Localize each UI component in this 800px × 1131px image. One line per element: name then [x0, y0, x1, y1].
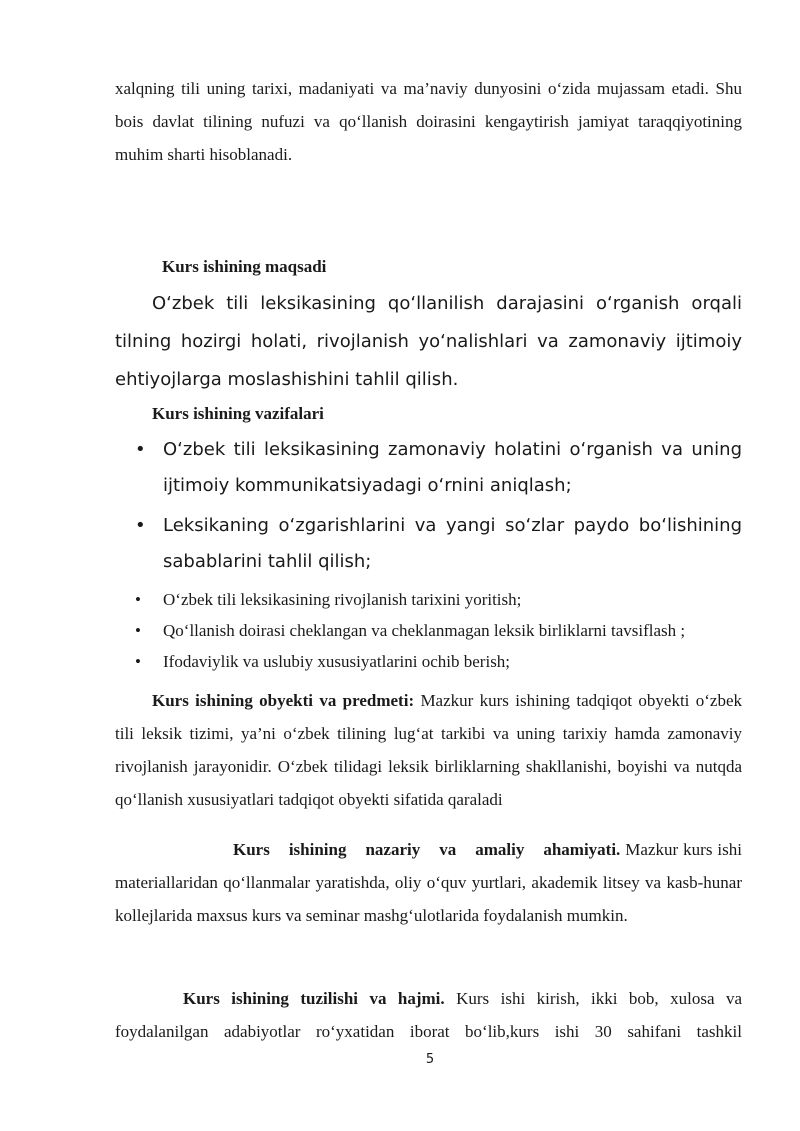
- significance-label: Kurs ishining nazariy va amaliy ahamiyati.: [233, 840, 621, 859]
- object-paragraph: [115, 684, 742, 816]
- significance-text: Mazkur kurs ishi materiallaridan qo‘llanmalar yaratishda, oliy o‘quv yurtlari, akademik litsey va kasb-hunar kollejlarida maxsus kurs va seminar mashg‘ulotlarida foydalanish mumkin.: [115, 840, 742, 925]
- tasks-list: [115, 432, 742, 677]
- tasks-heading: Kurs ishining vazifalari: [152, 404, 324, 423]
- significance-paragraph: [115, 833, 742, 932]
- structure-label: Kurs ishining tuzilishi va hajmi.: [183, 989, 445, 1008]
- object-text: Mazkur kurs ishining tadqiqot obyekti o‘zbek tili leksik tizimi, ya’ni o‘zbek tilining lug‘at tarkibi va uning tarixiy hamda zamonaviy rivojlanish jarayonidir. O‘zbek tilidagi leksik birliklarning shakllanishi, boyishi va nutqda qo‘llanish xususiyatlari tadqiqot obyekti sifatida qaraladi: [115, 691, 742, 809]
- list-item: • Qo‘llanish doirasi cheklangan va cheklanmagan leksik birliklarni tavsiflash ;: [115, 615, 742, 646]
- intro-paragraph: xalqning tili uning tarixi, madaniyati va ma’naviy dunyosini o‘zida mujassam etadi. Shu bois davlat tilining nufuzi va qo‘llanish doirasini kengaytirish jamiyat taraqqiyotining muhim sharti hisoblanadi.: [115, 79, 742, 164]
- page-number: 5: [425, 1052, 435, 1067]
- structure-paragraph: [115, 982, 742, 1048]
- structure-text: Kurs ishi kirish, ikki bob, xulosa va foydalanilgan adabiyotlar ro‘yxatidan iborat bo‘lib,kurs ishi 30 sahifani tashkil: [115, 989, 742, 1041]
- object-label: Kurs ishining obyekti va predmeti:: [152, 691, 415, 710]
- list-item: • O‘zbek tili leksikasining zamonaviy holatini o‘rganish va uning ijtimoiy kommunikatsiyadagi o‘rnini aniqlash;: [115, 432, 742, 504]
- list-item: • Ifodaviylik va uslubiy xususiyatlarini ochib berish;: [115, 646, 742, 677]
- goal-heading: Kurs ishining maqsadi: [162, 257, 327, 276]
- goal-paragraph: O‘zbek tili leksikasining qo‘llanilish darajasini o‘rganish orqali tilning hozirgi holati, rivojlanish yo‘nalishlari va zamonaviy ijtimoiy ehtiyojlarga moslashishini tahlil qilish.: [115, 293, 742, 390]
- list-item: • Leksikaning o‘zgarishlarini va yangi so‘zlar paydo bo‘lishining sabablarini tahlil qilish;: [115, 508, 742, 580]
- list-item: • O‘zbek tili leksikasining rivojlanish tarixini yoritish;: [115, 584, 742, 615]
